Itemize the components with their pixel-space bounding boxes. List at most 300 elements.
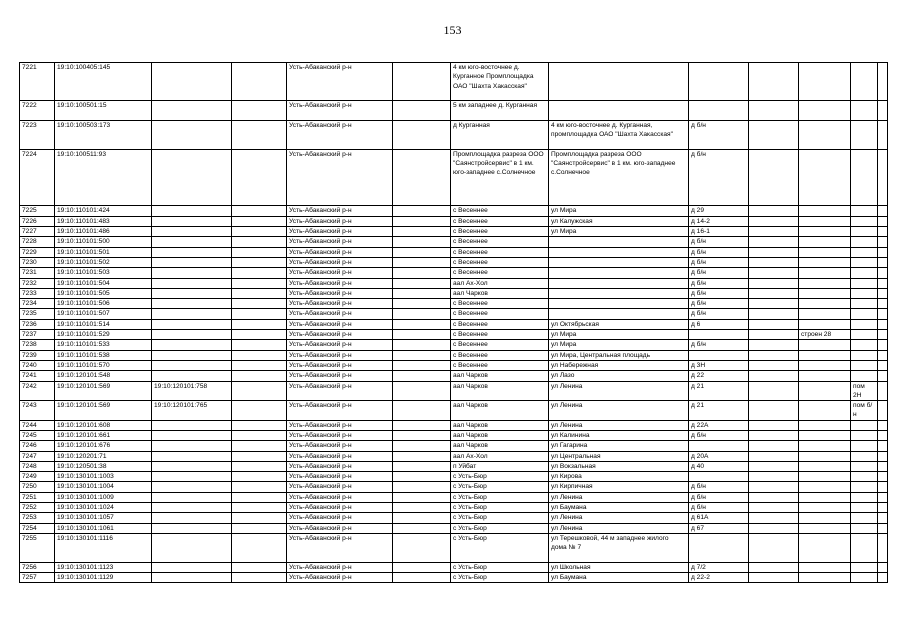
empty-cell bbox=[393, 63, 451, 101]
district-cell: Усть-Абаканский р-н bbox=[287, 340, 393, 350]
street-cell: ул Баумана bbox=[549, 573, 689, 583]
empty-cell bbox=[749, 247, 799, 257]
street-cell bbox=[549, 63, 689, 101]
empty-cell bbox=[393, 451, 451, 461]
cadastral-number-cell: 19:10:110101:529 bbox=[55, 330, 152, 340]
district-cell: Усть-Абаканский р-н bbox=[287, 268, 393, 278]
table-row bbox=[20, 288, 888, 298]
building-cell bbox=[799, 319, 851, 329]
empty-cell bbox=[393, 149, 451, 206]
settlement-cell: аал Чарков bbox=[451, 288, 549, 298]
linked-cadastral-number-cell bbox=[152, 523, 232, 533]
settlement-cell: с Весеннее bbox=[451, 227, 549, 237]
empty-cell bbox=[749, 492, 799, 502]
empty-cell bbox=[232, 237, 287, 247]
row-number-cell: 7228 bbox=[20, 237, 55, 247]
house-cell bbox=[689, 330, 749, 340]
district-cell: Усть-Абаканский р-н bbox=[287, 350, 393, 360]
building-cell bbox=[799, 360, 851, 370]
building-cell: строен 28 bbox=[799, 330, 851, 340]
building-cell bbox=[799, 257, 851, 267]
row-number-cell: 7253 bbox=[20, 513, 55, 523]
row-number-cell: 7225 bbox=[20, 206, 55, 216]
empty-cell bbox=[393, 268, 451, 278]
table-body bbox=[20, 63, 888, 583]
street-cell: ул Ленина bbox=[549, 420, 689, 430]
house-cell: д 6 bbox=[689, 319, 749, 329]
street-cell: ул Калужская bbox=[549, 216, 689, 226]
settlement-cell: аал Ах-Хол bbox=[451, 451, 549, 461]
district-cell: Усть-Абаканский р-н bbox=[287, 288, 393, 298]
empty-cell bbox=[749, 309, 799, 319]
linked-cadastral-number-cell bbox=[152, 247, 232, 257]
house-cell bbox=[689, 350, 749, 360]
street-cell: ул Центральная bbox=[549, 451, 689, 461]
table-row bbox=[20, 472, 888, 482]
house-cell: д б/н bbox=[689, 431, 749, 441]
district-cell: Усть-Абаканский р-н bbox=[287, 401, 393, 421]
empty-cell bbox=[878, 503, 888, 513]
street-cell bbox=[549, 101, 689, 121]
row-number-cell: 7235 bbox=[20, 309, 55, 319]
empty-cell bbox=[232, 120, 287, 149]
empty-cell bbox=[878, 237, 888, 247]
empty-cell bbox=[393, 288, 451, 298]
linked-cadastral-number-cell bbox=[152, 513, 232, 523]
linked-cadastral-number-cell bbox=[152, 431, 232, 441]
cadastral-number-cell: 19:10:130101:1003 bbox=[55, 472, 152, 482]
empty-cell bbox=[749, 330, 799, 340]
room-cell bbox=[851, 503, 878, 513]
empty-cell bbox=[232, 401, 287, 421]
room-cell bbox=[851, 350, 878, 360]
empty-cell bbox=[749, 63, 799, 101]
empty-cell bbox=[232, 330, 287, 340]
empty-cell bbox=[749, 523, 799, 533]
empty-cell bbox=[749, 562, 799, 572]
empty-cell bbox=[232, 513, 287, 523]
street-cell bbox=[549, 309, 689, 319]
empty-cell bbox=[878, 533, 888, 562]
empty-cell bbox=[393, 257, 451, 267]
street-cell: ул Мира bbox=[549, 330, 689, 340]
empty-cell bbox=[878, 562, 888, 572]
linked-cadastral-number-cell bbox=[152, 330, 232, 340]
street-cell bbox=[549, 247, 689, 257]
empty-cell bbox=[878, 350, 888, 360]
house-cell: д 22 bbox=[689, 371, 749, 381]
building-cell bbox=[799, 278, 851, 288]
row-number-cell: 7245 bbox=[20, 431, 55, 441]
empty-cell bbox=[393, 513, 451, 523]
empty-cell bbox=[878, 278, 888, 288]
building-cell bbox=[799, 247, 851, 257]
district-cell: Усть-Абаканский р-н bbox=[287, 482, 393, 492]
empty-cell bbox=[232, 420, 287, 430]
settlement-cell: с Усть-Бюр bbox=[451, 513, 549, 523]
room-cell bbox=[851, 562, 878, 572]
building-cell bbox=[799, 227, 851, 237]
building-cell bbox=[799, 441, 851, 451]
house-cell: д б/н bbox=[689, 482, 749, 492]
settlement-cell: с Весеннее bbox=[451, 319, 549, 329]
room-cell bbox=[851, 247, 878, 257]
room-cell bbox=[851, 227, 878, 237]
linked-cadastral-number-cell bbox=[152, 503, 232, 513]
cadastral-number-cell: 19:10:110101:486 bbox=[55, 227, 152, 237]
table-row bbox=[20, 441, 888, 451]
linked-cadastral-number-cell bbox=[152, 288, 232, 298]
cadastral-number-cell: 19:10:110101:570 bbox=[55, 360, 152, 370]
empty-cell bbox=[393, 278, 451, 288]
linked-cadastral-number-cell bbox=[152, 441, 232, 451]
row-number-cell: 7257 bbox=[20, 573, 55, 583]
registry-table bbox=[19, 62, 888, 583]
empty-cell bbox=[393, 461, 451, 471]
table-row bbox=[20, 461, 888, 471]
table-row bbox=[20, 278, 888, 288]
district-cell: Усть-Абаканский р-н bbox=[287, 149, 393, 206]
empty-cell bbox=[749, 371, 799, 381]
street-cell bbox=[549, 237, 689, 247]
building-cell bbox=[799, 63, 851, 101]
building-cell bbox=[799, 573, 851, 583]
empty-cell bbox=[232, 257, 287, 267]
empty-cell bbox=[878, 216, 888, 226]
row-number-cell: 7234 bbox=[20, 299, 55, 309]
row-number-cell: 7247 bbox=[20, 451, 55, 461]
house-cell: д б/н bbox=[689, 492, 749, 502]
empty-cell bbox=[878, 371, 888, 381]
empty-cell bbox=[393, 299, 451, 309]
empty-cell bbox=[232, 573, 287, 583]
district-cell: Усть-Абаканский р-н bbox=[287, 371, 393, 381]
linked-cadastral-number-cell bbox=[152, 492, 232, 502]
room-cell bbox=[851, 420, 878, 430]
house-cell: д б/н bbox=[689, 247, 749, 257]
row-number-cell: 7230 bbox=[20, 257, 55, 267]
building-cell bbox=[799, 513, 851, 523]
table-row bbox=[20, 216, 888, 226]
empty-cell bbox=[878, 482, 888, 492]
table-row bbox=[20, 319, 888, 329]
empty-cell bbox=[393, 492, 451, 502]
district-cell: Усть-Абаканский р-н bbox=[287, 533, 393, 562]
empty-cell bbox=[232, 247, 287, 257]
street-cell: ул Ленина bbox=[549, 513, 689, 523]
empty-cell bbox=[878, 120, 888, 149]
empty-cell bbox=[878, 309, 888, 319]
table-row bbox=[20, 268, 888, 278]
settlement-cell: с Весеннее bbox=[451, 268, 549, 278]
street-cell: ул Терешковой, 44 м западнее жилого дома № 7 bbox=[549, 533, 689, 562]
building-cell bbox=[799, 381, 851, 401]
empty-cell bbox=[393, 472, 451, 482]
building-cell bbox=[799, 371, 851, 381]
table-row bbox=[20, 299, 888, 309]
empty-cell bbox=[878, 381, 888, 401]
district-cell: Усть-Абаканский р-н bbox=[287, 360, 393, 370]
room-cell bbox=[851, 63, 878, 101]
empty-cell bbox=[878, 206, 888, 216]
empty-cell bbox=[878, 431, 888, 441]
settlement-cell: с Весеннее bbox=[451, 247, 549, 257]
linked-cadastral-number-cell bbox=[152, 451, 232, 461]
empty-cell bbox=[393, 371, 451, 381]
settlement-cell: с Усть-Бюр bbox=[451, 472, 549, 482]
district-cell: Усть-Абаканский р-н bbox=[287, 319, 393, 329]
table-row bbox=[20, 120, 888, 149]
linked-cadastral-number-cell bbox=[152, 360, 232, 370]
room-cell bbox=[851, 309, 878, 319]
district-cell: Усть-Абаканский р-н bbox=[287, 247, 393, 257]
empty-cell bbox=[393, 562, 451, 572]
cadastral-number-cell: 19:10:130101:1129 bbox=[55, 573, 152, 583]
row-number-cell: 7256 bbox=[20, 562, 55, 572]
house-cell bbox=[689, 63, 749, 101]
street-cell bbox=[549, 278, 689, 288]
empty-cell bbox=[232, 381, 287, 401]
cadastral-number-cell: 19:10:110101:504 bbox=[55, 278, 152, 288]
house-cell: д б/н bbox=[689, 309, 749, 319]
empty-cell bbox=[749, 441, 799, 451]
empty-cell bbox=[393, 401, 451, 421]
district-cell: Усть-Абаканский р-н bbox=[287, 472, 393, 482]
linked-cadastral-number-cell bbox=[152, 350, 232, 360]
table-row bbox=[20, 206, 888, 216]
cadastral-number-cell: 19:10:110101:514 bbox=[55, 319, 152, 329]
building-cell bbox=[799, 206, 851, 216]
table-row bbox=[20, 482, 888, 492]
linked-cadastral-number-cell bbox=[152, 562, 232, 572]
street-cell: ул Школьная bbox=[549, 562, 689, 572]
room-cell bbox=[851, 237, 878, 247]
row-number-cell: 7240 bbox=[20, 360, 55, 370]
cadastral-number-cell: 19:10:110101:500 bbox=[55, 237, 152, 247]
house-cell: д 21 bbox=[689, 381, 749, 401]
street-cell: ул Ленина bbox=[549, 523, 689, 533]
room-cell bbox=[851, 101, 878, 121]
empty-cell bbox=[749, 288, 799, 298]
cadastral-number-cell: 19:10:120101:548 bbox=[55, 371, 152, 381]
empty-cell bbox=[232, 350, 287, 360]
empty-cell bbox=[749, 513, 799, 523]
empty-cell bbox=[749, 431, 799, 441]
room-cell bbox=[851, 492, 878, 502]
empty-cell bbox=[232, 441, 287, 451]
district-cell: Усть-Абаканский р-н bbox=[287, 206, 393, 216]
house-cell: д б/н bbox=[689, 340, 749, 350]
empty-cell bbox=[749, 278, 799, 288]
settlement-cell: аал Чарков bbox=[451, 420, 549, 430]
district-cell: Усть-Абаканский р-н bbox=[287, 513, 393, 523]
linked-cadastral-number-cell bbox=[152, 101, 232, 121]
linked-cadastral-number-cell bbox=[152, 461, 232, 471]
street-cell: ул Мира bbox=[549, 227, 689, 237]
settlement-cell: аал Чарков bbox=[451, 371, 549, 381]
empty-cell bbox=[232, 309, 287, 319]
empty-cell bbox=[232, 319, 287, 329]
empty-cell bbox=[232, 482, 287, 492]
row-number-cell: 7243 bbox=[20, 401, 55, 421]
cadastral-number-cell: 19:10:130101:1116 bbox=[55, 533, 152, 562]
empty-cell bbox=[393, 206, 451, 216]
table-row bbox=[20, 573, 888, 583]
row-number-cell: 7231 bbox=[20, 268, 55, 278]
cadastral-number-cell: 19:10:110101:506 bbox=[55, 299, 152, 309]
house-cell: д 40 bbox=[689, 461, 749, 471]
room-cell bbox=[851, 340, 878, 350]
linked-cadastral-number-cell bbox=[152, 482, 232, 492]
district-cell: Усть-Абаканский р-н bbox=[287, 523, 393, 533]
cadastral-number-cell: 19:10:110101:503 bbox=[55, 268, 152, 278]
building-cell bbox=[799, 149, 851, 206]
empty-cell bbox=[749, 573, 799, 583]
house-cell: д 61А bbox=[689, 513, 749, 523]
building-cell bbox=[799, 482, 851, 492]
district-cell: Усть-Абаканский р-н bbox=[287, 63, 393, 101]
empty-cell bbox=[393, 360, 451, 370]
table-row bbox=[20, 401, 888, 421]
empty-cell bbox=[749, 120, 799, 149]
row-number-cell: 7224 bbox=[20, 149, 55, 206]
district-cell: Усть-Абаканский р-н bbox=[287, 216, 393, 226]
room-cell bbox=[851, 330, 878, 340]
empty-cell bbox=[749, 360, 799, 370]
district-cell: Усть-Абаканский р-н bbox=[287, 562, 393, 572]
row-number-cell: 7227 bbox=[20, 227, 55, 237]
street-cell bbox=[549, 257, 689, 267]
settlement-cell: п Уйбат bbox=[451, 461, 549, 471]
house-cell: д 7/2 bbox=[689, 562, 749, 572]
district-cell: Усть-Абаканский р-н bbox=[287, 451, 393, 461]
settlement-cell: с Весеннее bbox=[451, 330, 549, 340]
building-cell bbox=[799, 451, 851, 461]
empty-cell bbox=[749, 533, 799, 562]
house-cell: д 22А bbox=[689, 420, 749, 430]
empty-cell bbox=[232, 492, 287, 502]
settlement-cell: с Весеннее bbox=[451, 257, 549, 267]
table-row bbox=[20, 503, 888, 513]
linked-cadastral-number-cell bbox=[152, 533, 232, 562]
room-cell: пом 2Н bbox=[851, 381, 878, 401]
empty-cell bbox=[393, 340, 451, 350]
empty-cell bbox=[878, 461, 888, 471]
empty-cell bbox=[393, 237, 451, 247]
row-number-cell: 7250 bbox=[20, 482, 55, 492]
building-cell bbox=[799, 503, 851, 513]
cadastral-number-cell: 19:10:100501:15 bbox=[55, 101, 152, 121]
cadastral-number-cell: 19:10:110101:502 bbox=[55, 257, 152, 267]
room-cell bbox=[851, 513, 878, 523]
table-row bbox=[20, 523, 888, 533]
empty-cell bbox=[393, 573, 451, 583]
cadastral-number-cell: 19:10:110101:483 bbox=[55, 216, 152, 226]
settlement-cell: аал Ах-Хол bbox=[451, 278, 549, 288]
district-cell: Усть-Абаканский р-н bbox=[287, 120, 393, 149]
building-cell bbox=[799, 120, 851, 149]
empty-cell bbox=[878, 401, 888, 421]
linked-cadastral-number-cell bbox=[152, 120, 232, 149]
settlement-cell: с Усть-Бюр bbox=[451, 573, 549, 583]
house-cell bbox=[689, 441, 749, 451]
empty-cell bbox=[878, 101, 888, 121]
house-cell bbox=[689, 533, 749, 562]
table-row bbox=[20, 309, 888, 319]
house-cell: д б/н bbox=[689, 149, 749, 206]
settlement-cell: с Усть-Бюр bbox=[451, 562, 549, 572]
settlement-cell: с Усть-Бюр bbox=[451, 533, 549, 562]
settlement-cell: 5 км западнее д. Курганная bbox=[451, 101, 549, 121]
building-cell bbox=[799, 288, 851, 298]
district-cell: Усть-Абаканский р-н bbox=[287, 237, 393, 247]
district-cell: Усть-Абаканский р-н bbox=[287, 381, 393, 401]
linked-cadastral-number-cell bbox=[152, 63, 232, 101]
empty-cell bbox=[749, 340, 799, 350]
district-cell: Усть-Абаканский р-н bbox=[287, 420, 393, 430]
building-cell bbox=[799, 420, 851, 430]
empty-cell bbox=[232, 206, 287, 216]
table-row bbox=[20, 350, 888, 360]
row-number-cell: 7223 bbox=[20, 120, 55, 149]
empty-cell bbox=[749, 420, 799, 430]
empty-cell bbox=[878, 257, 888, 267]
empty-cell bbox=[749, 319, 799, 329]
empty-cell bbox=[393, 350, 451, 360]
row-number-cell: 7238 bbox=[20, 340, 55, 350]
building-cell bbox=[799, 523, 851, 533]
linked-cadastral-number-cell bbox=[152, 420, 232, 430]
linked-cadastral-number-cell bbox=[152, 206, 232, 216]
linked-cadastral-number-cell bbox=[152, 149, 232, 206]
row-number-cell: 7244 bbox=[20, 420, 55, 430]
room-cell bbox=[851, 482, 878, 492]
district-cell: Усть-Абаканский р-н bbox=[287, 573, 393, 583]
settlement-cell: д Курганная bbox=[451, 120, 549, 149]
row-number-cell: 7252 bbox=[20, 503, 55, 513]
settlement-cell: с Весеннее bbox=[451, 360, 549, 370]
linked-cadastral-number-cell bbox=[152, 371, 232, 381]
empty-cell bbox=[232, 216, 287, 226]
house-cell: д б/н bbox=[689, 288, 749, 298]
empty-cell bbox=[878, 472, 888, 482]
table-row bbox=[20, 533, 888, 562]
linked-cadastral-number-cell bbox=[152, 227, 232, 237]
empty-cell bbox=[878, 319, 888, 329]
cadastral-number-cell: 19:10:130101:1123 bbox=[55, 562, 152, 572]
page-number: 153 bbox=[443, 23, 462, 37]
settlement-cell: с Усть-Бюр bbox=[451, 503, 549, 513]
table-row bbox=[20, 371, 888, 381]
street-cell: ул Ленина bbox=[549, 401, 689, 421]
row-number-cell: 7233 bbox=[20, 288, 55, 298]
settlement-cell: аал Чарков bbox=[451, 381, 549, 401]
row-number-cell: 7237 bbox=[20, 330, 55, 340]
empty-cell bbox=[878, 330, 888, 340]
row-number-cell: 7229 bbox=[20, 247, 55, 257]
linked-cadastral-number-cell: 19:10:120101:758 bbox=[152, 381, 232, 401]
room-cell bbox=[851, 257, 878, 267]
cadastral-number-cell: 19:10:130101:1024 bbox=[55, 503, 152, 513]
empty-cell bbox=[393, 216, 451, 226]
cadastral-number-cell: 19:10:130101:1009 bbox=[55, 492, 152, 502]
table-row bbox=[20, 330, 888, 340]
table-row bbox=[20, 562, 888, 572]
building-cell bbox=[799, 492, 851, 502]
linked-cadastral-number-cell bbox=[152, 268, 232, 278]
room-cell bbox=[851, 523, 878, 533]
room-cell bbox=[851, 319, 878, 329]
